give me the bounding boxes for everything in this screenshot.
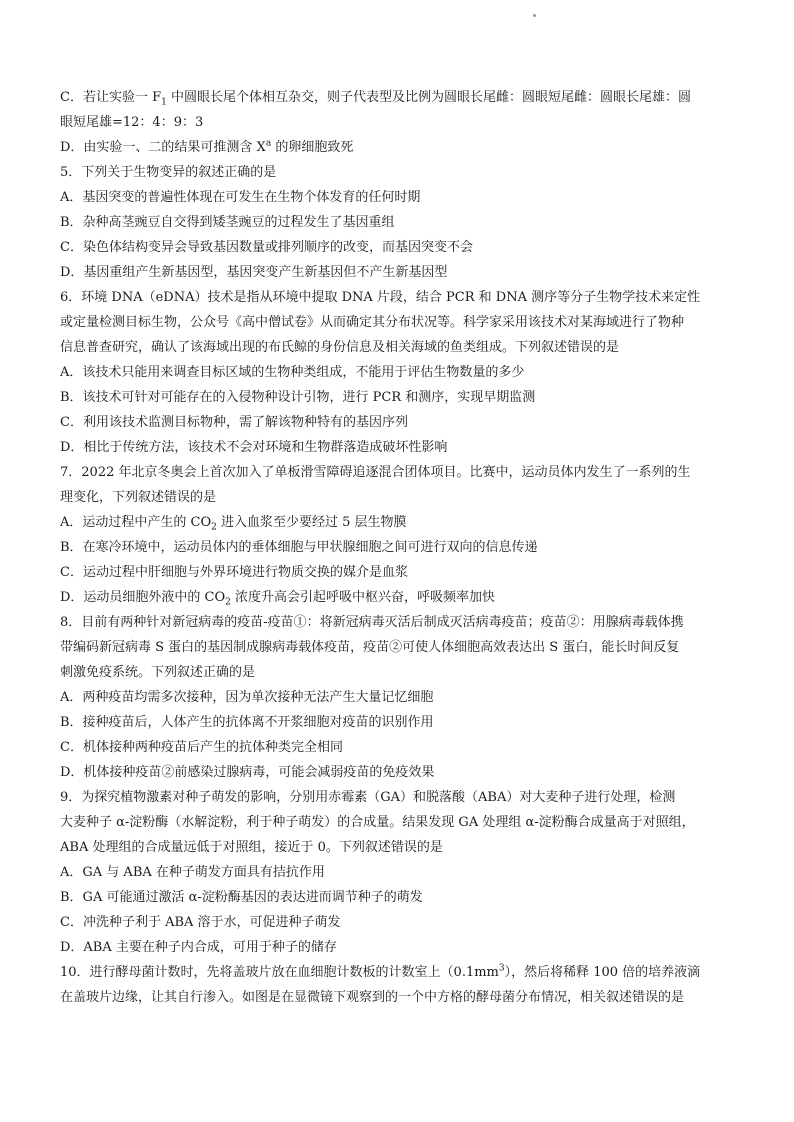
q8-option-b: B．接种疫苗后，人体产生的抗体离不开浆细胞对疫苗的识别作用: [60, 715, 434, 730]
q9-stem-line1: 9．为探究植物激素对种子萌发的影响，分别用赤霉素（GA）和脱落酸（ABA）对大麦种子进行处理，检测: [60, 790, 676, 805]
q8-stem-line3: 刺激免疫系统。下列叙述正确的是: [60, 665, 256, 680]
q6-option-a: A．该技术只能用来调查目标区域的生物种类组成，不能用于评估生物数量的多少: [60, 365, 525, 380]
scan-dot: [533, 14, 536, 17]
q8-option-c: C．机体接种两种疫苗后产生的抗体种类完全相同: [60, 740, 343, 755]
q10-stem-line2: 在盖玻片边缘，让其自行渗入。如图是在显微镜下观察到的一个中方格的酵母菌分布情况，相关叙述错误的是: [60, 990, 685, 1005]
q9-option-c: C．冲洗种子利于 ABA 溶于水，可促进种子萌发: [60, 915, 341, 930]
q9-stem-line3: ABA 处理组的合成量远低于对照组，接近于 0。下列叙述错误的是: [60, 840, 443, 855]
q6-stem-line3: 信息普查研究，确认了该海域出现的布氏鲸的身份信息及相关海域的鱼类组成。下列叙述错误的是: [60, 340, 620, 355]
q6-option-d: D．相比于传统方法，该技术不会对环境和生物群落造成破坏性影响: [60, 440, 448, 455]
q7-stem-line1: 7．2022 年北京冬奥会上首次加入了单板滑雪障碍追逐混合团体项目。比赛中，运动员体内发生了一系列的生: [60, 465, 691, 480]
q5-option-c: C．染色体结构变异会导致基因数量或排列顺序的改变，而基因突变不会: [60, 240, 473, 255]
q6-stem-line2: 或定量检测目标生物，公众号《高中僧试卷》从而确定其分布状况等。科学家采用该技术对某海域进行了物种: [60, 315, 685, 330]
q10-stem-line1: 10．进行酵母菌计数时，先将盖玻片放在血细胞计数板的计数室上$(0.1mm^3)$，然后将稀释 100 倍的培养液滴: [60, 963, 701, 980]
q7-option-b: B．在寒冷环境中，运动员体内的垂体细胞与甲状腺细胞之间可进行双向的信息传递: [60, 540, 538, 555]
q7-stem-line2: 理变化，下列叙述错误的是: [60, 490, 217, 505]
q9-option-a: A．GA 与 ABA 在种子萌发方面具有拮抗作用: [60, 865, 325, 880]
q5-option-d: D．基因重组产生新基因型，基因突变产生新基因但不产生新基因型: [60, 265, 448, 280]
q9-stem-line2: 大麦种子 α-淀粉酶（水解淀粉，利于种子萌发）的合成量。结果发现 GA 处理组 α-淀粉酶合成量高于对照组，: [60, 815, 695, 830]
exam-page: [60, 85, 742, 1010]
q5-option-a: A．基因突变的普遍性体现在可发生在生物个体发育的任何时期: [60, 190, 421, 205]
q4-option-c-line2: 眼短尾雄=12：4：9：3: [60, 115, 204, 130]
q8-stem-line1: 8．目前有两种针对新冠病毒的疫苗-疫苗①：将新冠病毒灭活后制成灭活病毒疫苗；疫苗②：用腺病毒载体携: [60, 615, 684, 630]
q4-option-c-line1: C．若让实验一 $F_1$ 中圆眼长尾个体相互杂交，则子代表型及比例为圆眼长尾雌：圆眼短尾雌：圆眼长尾雄：圆: [60, 90, 691, 108]
q7-option-c: C．运动过程中肝细胞与外界环境进行物质交换的媒介是血浆: [60, 565, 408, 580]
q8-option-a: A．两种疫苗均需多次接种，因为单次接种无法产生大量记忆细胞: [60, 690, 434, 705]
q7-option-d: D．运动员细胞外液中的 $CO_2$ 浓度升高会引起呼吸中枢兴奋，呼吸频率加快: [60, 590, 496, 608]
q8-stem-line2: 带编码新冠病毒 S 蛋白的基因制成腺病毒载体疫苗，疫苗②可使人体细胞高效表达出 S 蛋白，能长时间反复: [60, 640, 680, 655]
q8-option-d: D．机体接种疫苗②前感染过腺病毒，可能会减弱疫苗的免疫效果: [60, 765, 435, 780]
q4-option-d: D．由实验一、二的结果可推测含 $X^a$ 的卵细胞致死: [60, 138, 354, 155]
q6-option-b: B．该技术可针对可能存在的入侵物种设计引物，进行 PCR 和测序，实现早期监测: [60, 390, 536, 405]
q7-option-a: A．运动过程中产生的 $CO_2$ 进入血浆至少要经过 5 层生物膜: [60, 515, 407, 533]
q6-stem-line1: 6．环境 DNA（eDNA）技术是指从环境中提取 DNA 片段，结合 PCR 和 DNA 测序等分子生物学技术来定性: [60, 290, 701, 305]
q9-option-d: D．ABA 主要在种子内合成，可用于种子的储存: [60, 940, 337, 955]
q5-stem: 5．下列关于生物变异的叙述正确的是: [60, 165, 277, 180]
q9-option-b: B．GA 可能通过激活 α-淀粉酶基因的表达进而调节种子的萌发: [60, 890, 423, 905]
q6-option-c: C．利用该技术监测目标物种，需了解该物种特有的基因序列: [60, 415, 408, 430]
q5-option-b: B．杂种高茎豌豆自交得到矮茎豌豆的过程发生了基因重组: [60, 215, 395, 230]
